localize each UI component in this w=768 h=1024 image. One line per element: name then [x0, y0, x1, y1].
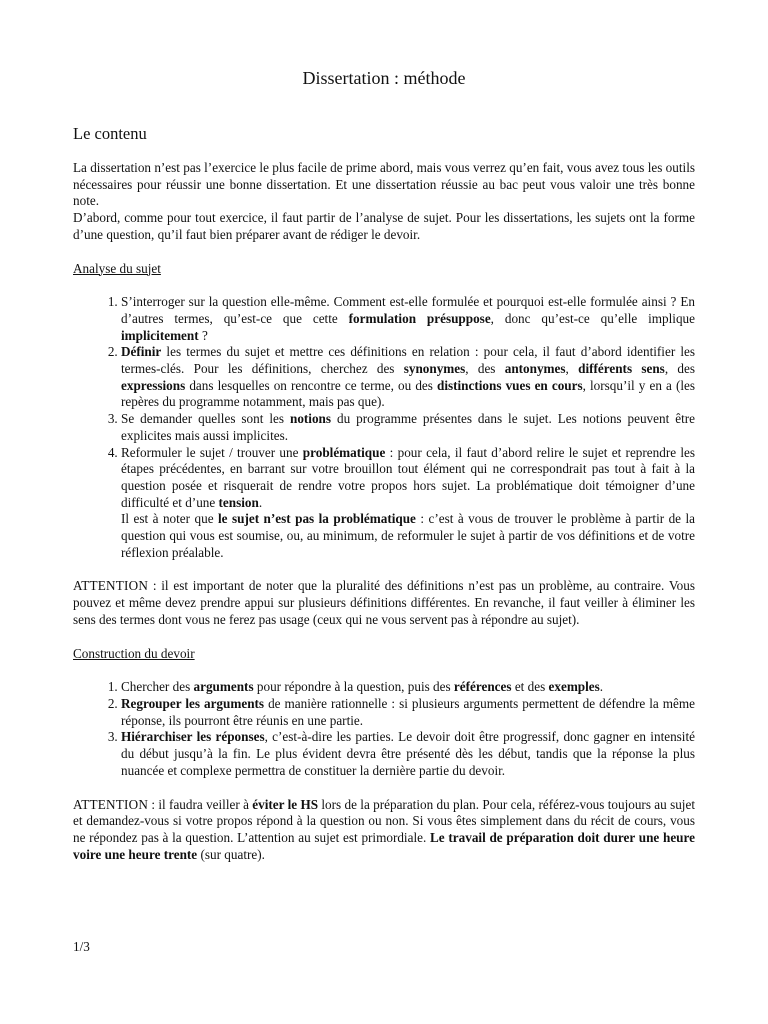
list-item: 1. Chercher des arguments pour répondre à la question, puis des références et des exemples. [121, 679, 695, 696]
list-item: 1. S’interroger sur la question elle-même. Comment est-elle formulée et pourquoi est-elle formulée ainsi ? En d’autres termes, qu’est-ce que cette formulation présuppose, donc qu’est-ce qu’elle implique implicitement ? [121, 294, 695, 344]
subsection-title-construction: Construction du devoir [73, 645, 195, 661]
intro-paragraph-1: La dissertation n’est pas l’exercice le plus facile de prime abord, mais vous verrez qu’en fait, vous avez tous les outils nécessaires pour réussir une bonne dissertation. Et une dissertation réussie au bac peut vous valoir une très bonne note. [73, 160, 695, 209]
attention-note-1: ATTENTION : il est important de noter que la pluralité des définitions n’est pas un problème, au contraire. Vous pouvez et même devez prendre appui sur plusieurs définitions différentes. En revanche, il faut veiller à éliminer les sens des termes dont vous ne ferez pas usage (ceux qui ne vous servent pas à répondre au sujet). [73, 578, 695, 627]
list-item: 2. Regrouper les arguments de manière rationnelle : si plusieurs arguments permettent de défendre la même réponse, ils pourront être réunis en une partie. [121, 696, 695, 729]
page-number: 1/3 [73, 939, 90, 954]
list-item: 3. Se demander quelles sont les notions du programme présentes dans le sujet. Les notions peuvent être explicites mais aussi implicites. [121, 411, 695, 444]
list-item: 4. Reformuler le sujet / trouver une problématique : pour cela, il faut d’abord relire le sujet et reprendre les étapes précédentes, en barrant sur votre brouillon tout élément qui ne correspondrait pas tout à fait à la question posée et risquerait de rendre votre propos hors sujet. La problématique doit témoigner d’une difficulté et d’une tension. Il est à noter que le sujet n’est pas la problématique : c’est à vous de trouver le problème à partir de la question qui vous est soumise, ou, au minimum, de reformuler le sujet à partir de vos définitions et de votre réflexion préalable. [121, 445, 695, 562]
section-title: Le contenu [73, 124, 147, 143]
analyse-list [73, 294, 695, 561]
document-body [73, 66, 695, 880]
page-title: Dissertation : méthode [302, 68, 466, 88]
attention-label: ATTENTION [73, 796, 149, 812]
subsection-title-analyse: Analyse du sujet [73, 260, 161, 276]
attention-note-2: ATTENTION : il faudra veiller à éviter le HS lors de la préparation du plan. Pour cela, référez-vous toujours au sujet et demandez-vous si votre propos répond à la question ou non. Si vous êtes simplement dans du récit de cours, vous ne répondez pas à la question. L’attention au sujet est primordiale. Le travail de préparation doit durer une heure voire une heure trente (sur quatre). [73, 796, 695, 862]
list-item: 2. Définir les termes du sujet et mettre ces définitions en relation : pour cela, il faut d’abord identifier les termes-clés. Pour les définitions, cherchez des synonymes, des antonymes, différents sens, des expressions dans lesquelles on rencontre ce terme, ou des distinctions vues en cours, lorsqu’il y en a (les repères du programme notamment, mais pas que). [121, 344, 695, 411]
attention-label: ATTENTION [73, 578, 149, 594]
list-item: 3. Hiérarchiser les réponses, c’est-à-dire les parties. Le devoir doit être progressif, donc gagner en intensité du début jusqu’à la fin. Le plus évident devra être présenté dès les début, tandis que la réponse la plus nuancée et complexe permettra de constituer la dernière partie du devoir. [121, 729, 695, 779]
construction-list [73, 679, 695, 779]
intro-paragraph-2: D’abord, comme pour tout exercice, il faut partir de l’analyse de sujet. Pour les dissertations, les sujets ont la forme d’une question, qu’il faut bien préparer avant de rédiger le devoir. [73, 210, 695, 242]
